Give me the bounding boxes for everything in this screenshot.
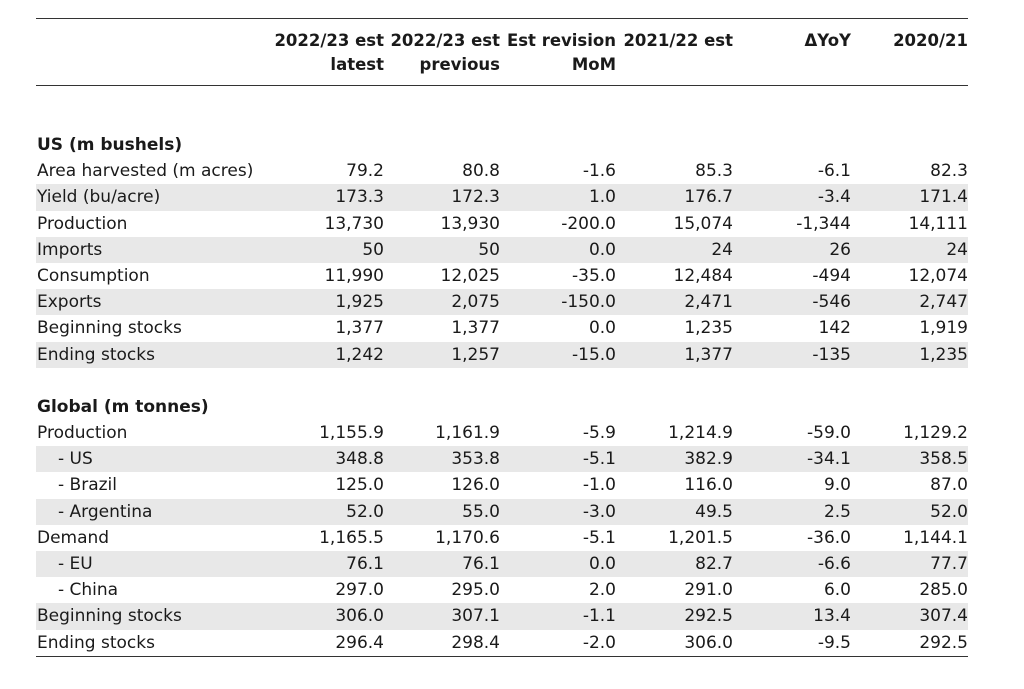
cell-2021-22: 292.5: [616, 603, 733, 629]
cell-latest: 1,377: [335, 318, 384, 339]
cell-2021-22: 382.9: [616, 446, 733, 472]
cell-delta-yoy: 6.0: [823, 580, 851, 601]
cell-previous: 172.3: [384, 184, 500, 210]
cell-label: - China: [58, 580, 119, 601]
cell-2021-22: 1,235: [684, 318, 733, 339]
table-row: [36, 551, 968, 577]
cell-previous: 126.0: [451, 475, 500, 496]
cell-latest: 306.0: [262, 603, 384, 629]
cell-2021-22: 49.5: [616, 499, 733, 525]
cell-2020-21: 1,129.2: [903, 423, 968, 444]
cell-2021-22: 82.7: [616, 551, 733, 577]
cell-delta-yoy: -34.1: [733, 446, 851, 472]
table-row: [36, 472, 968, 498]
cell-2020-21: 87.0: [930, 475, 968, 496]
cell-latest: 297.0: [335, 580, 384, 601]
cell-revision-mom: 1.0: [500, 184, 616, 210]
cell-latest: 76.1: [262, 551, 384, 577]
cell-2021-22: 85.3: [695, 161, 733, 182]
table-row: [36, 289, 968, 315]
cell-2020-21: 1,235: [851, 342, 968, 368]
cell-2021-22: 2,471: [616, 289, 733, 315]
table-row: [36, 446, 968, 472]
cell-revision-mom: -15.0: [500, 342, 616, 368]
cell-revision-mom: -1.6: [582, 161, 616, 182]
cell-revision-mom: 0.0: [500, 237, 616, 263]
cell-previous: 13,930: [440, 213, 500, 234]
spacer-row: [36, 86, 968, 107]
cell-label: Consumption: [37, 266, 150, 287]
cell-previous: 50: [384, 237, 500, 263]
cell-2021-22: 306.0: [684, 632, 733, 653]
cell-delta-yoy: -546: [733, 289, 851, 315]
cell-2021-22: 176.7: [616, 184, 733, 210]
cell-2021-22: 1,201.5: [668, 527, 733, 548]
cell-latest: 13,730: [324, 213, 384, 234]
cell-latest: 52.0: [262, 499, 384, 525]
cell-delta-yoy: 2.5: [733, 499, 851, 525]
cell-delta-yoy: -3.4: [733, 184, 851, 210]
cell-2021-22: 1,214.9: [668, 423, 733, 444]
cell-delta-yoy: -494: [812, 266, 851, 287]
header-2022-23-latest: 2022/23 est latest: [274, 31, 384, 74]
cell-latest: 11,990: [324, 266, 384, 287]
cell-2021-22: 12,484: [673, 266, 733, 287]
cell-delta-yoy: -36.0: [807, 527, 851, 548]
table-row: [36, 158, 968, 184]
cell-previous: 307.1: [384, 603, 500, 629]
header-delta-yoy: ΔYoY: [804, 31, 851, 50]
cell-delta-yoy: -135: [733, 342, 851, 368]
spacer-row: [36, 106, 968, 132]
cell-previous: 1,170.6: [435, 527, 500, 548]
section-title: Global (m tonnes): [37, 396, 209, 417]
cell-2020-21: 24: [851, 237, 968, 263]
table-row: [36, 263, 968, 289]
table-row: [36, 342, 968, 368]
cell-2020-21: 14,111: [908, 213, 968, 234]
cell-label: Yield (bu/acre): [36, 184, 262, 210]
cell-latest: 125.0: [335, 475, 384, 496]
header-2022-23-previous: 2022/23 est previous: [390, 31, 500, 74]
cell-previous: 1,161.9: [435, 423, 500, 444]
cell-revision-mom: -5.1: [582, 527, 616, 548]
cell-label: Imports: [36, 237, 262, 263]
cell-previous: 12,025: [440, 266, 500, 287]
header-2020-21: 2020/21: [893, 31, 968, 50]
cell-revision-mom: -150.0: [500, 289, 616, 315]
cell-previous: 1,257: [384, 342, 500, 368]
cell-2021-22: 1,377: [616, 342, 733, 368]
cell-2020-21: 77.7: [851, 551, 968, 577]
cell-delta-yoy: 26: [733, 237, 851, 263]
section-title-global: [36, 394, 968, 420]
section-title-us: [36, 132, 968, 158]
cell-2021-22: 24: [616, 237, 733, 263]
cell-delta-yoy: 9.0: [823, 475, 851, 496]
table-header: [36, 19, 968, 86]
cell-previous: 298.4: [451, 632, 500, 653]
cell-previous: 80.8: [462, 161, 500, 182]
header-label-col: [36, 19, 262, 86]
cell-latest: 1,242: [262, 342, 384, 368]
cell-label: - Argentina: [36, 499, 262, 525]
cell-2020-21: 52.0: [851, 499, 968, 525]
cell-label: Beginning stocks: [37, 318, 182, 339]
cell-label: Production: [37, 213, 128, 234]
cell-2020-21: 82.3: [930, 161, 968, 182]
cell-delta-yoy: -6.6: [733, 551, 851, 577]
cell-revision-mom: -35.0: [572, 266, 616, 287]
cell-revision-mom: -3.0: [500, 499, 616, 525]
table-row: [36, 315, 968, 341]
cell-2021-22: 15,074: [673, 213, 733, 234]
cell-revision-mom: -200.0: [561, 213, 616, 234]
cell-label: Ending stocks: [37, 632, 155, 653]
cell-2020-21: 285.0: [919, 580, 968, 601]
cell-revision-mom: -5.9: [582, 423, 616, 444]
cell-latest: 1,925: [262, 289, 384, 315]
table-row: [36, 603, 968, 629]
cell-revision-mom: -5.1: [500, 446, 616, 472]
table-row: [36, 211, 968, 237]
cell-label: - Brazil: [58, 475, 117, 496]
cell-previous: 1,377: [451, 318, 500, 339]
cell-delta-yoy: -6.1: [817, 161, 851, 182]
cell-latest: 79.2: [346, 161, 384, 182]
header-est-revision-mom: Est revision MoM: [506, 31, 616, 74]
cell-2021-22: 291.0: [684, 580, 733, 601]
cell-revision-mom: 0.0: [500, 551, 616, 577]
cell-label: - US: [36, 446, 262, 472]
cell-2020-21: 1,919: [919, 318, 968, 339]
cell-2020-21: 171.4: [851, 184, 968, 210]
cell-latest: 50: [262, 237, 384, 263]
balance-sheet-table-container: [36, 18, 968, 657]
cell-previous: 295.0: [451, 580, 500, 601]
section-title: US (m bushels): [37, 135, 183, 155]
table-row: [36, 499, 968, 525]
cell-latest: 296.4: [335, 632, 384, 653]
cell-delta-yoy: -9.5: [817, 632, 851, 653]
header-2021-22-est: 2021/22 est: [623, 31, 733, 50]
header-row: [36, 19, 968, 86]
cell-latest: 1,155.9: [319, 423, 384, 444]
cell-latest: 348.8: [262, 446, 384, 472]
cell-2020-21: 2,747: [851, 289, 968, 315]
table-row: [36, 184, 968, 210]
cell-previous: 76.1: [384, 551, 500, 577]
table-row: [36, 577, 968, 603]
cell-label: Production: [37, 423, 128, 444]
cell-revision-mom: -1.1: [500, 603, 616, 629]
cell-delta-yoy: 142: [818, 318, 851, 339]
cell-label: Beginning stocks: [36, 603, 262, 629]
cell-previous: 353.8: [384, 446, 500, 472]
cell-revision-mom: 2.0: [588, 580, 616, 601]
table-row: [36, 420, 968, 446]
cell-delta-yoy: -1,344: [796, 213, 851, 234]
cell-delta-yoy: -59.0: [807, 423, 851, 444]
cell-2020-21: 1,144.1: [903, 527, 968, 548]
cell-delta-yoy: 13.4: [733, 603, 851, 629]
spacer-row: [36, 368, 968, 394]
cell-latest: 1,165.5: [319, 527, 384, 548]
cell-revision-mom: -2.0: [582, 632, 616, 653]
table-body: [36, 86, 968, 657]
cell-2020-21: 292.5: [919, 632, 968, 653]
cell-previous: 55.0: [384, 499, 500, 525]
cell-latest: 173.3: [262, 184, 384, 210]
cell-label: Exports: [36, 289, 262, 315]
cell-previous: 2,075: [384, 289, 500, 315]
cell-2021-22: 116.0: [684, 475, 733, 496]
cell-label: - EU: [36, 551, 262, 577]
balance-sheet-table: [36, 18, 968, 657]
cell-revision-mom: 0.0: [588, 318, 616, 339]
cell-revision-mom: -1.0: [582, 475, 616, 496]
table-row: [36, 525, 968, 551]
cell-2020-21: 12,074: [908, 266, 968, 287]
table-row: [36, 237, 968, 263]
cell-label: Ending stocks: [36, 342, 262, 368]
cell-2020-21: 358.5: [851, 446, 968, 472]
table-row: [36, 630, 968, 657]
cell-label: Demand: [37, 527, 110, 548]
cell-2020-21: 307.4: [851, 603, 968, 629]
cell-label: Area harvested (m acres): [37, 161, 254, 182]
